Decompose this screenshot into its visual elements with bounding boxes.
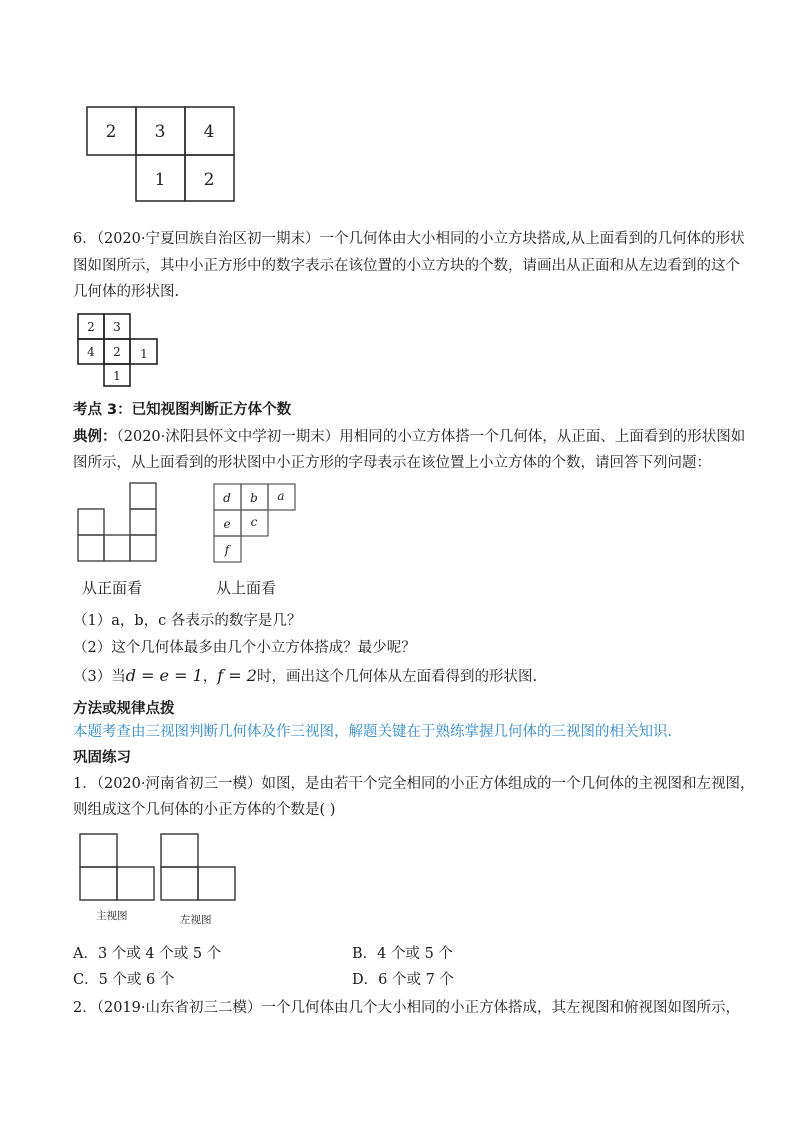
grid-cell: 3 xyxy=(154,122,166,142)
option-b: B．4 个或 5 个 xyxy=(352,946,453,962)
example-line-1 xyxy=(73,427,745,447)
front-view-figure xyxy=(76,482,160,564)
grid-letter: d xyxy=(223,491,231,505)
top-view-grid-figure xyxy=(84,104,239,204)
grid-letter: c xyxy=(250,515,258,529)
grid-letter: f xyxy=(224,543,230,557)
question-1: （1）a，b，c 各表示的数字是几？ xyxy=(73,613,302,629)
method-heading: 方法或规律点拨 xyxy=(73,701,175,717)
option-c: C．5 个或 6 个 xyxy=(73,972,175,988)
grid-cell: 4 xyxy=(87,345,95,359)
practice-1-line-1: 1．（2020·河南省初三一模）如图，是由若干个完全相同的小正方体组成的一个几何体的主视图和左视图， xyxy=(73,776,755,792)
q3-suffix: 时，画出这个几何体从左面看得到的形状图. xyxy=(256,669,538,685)
grid-letter: e xyxy=(223,517,231,531)
top-view-caption: 从上面看 xyxy=(216,579,277,597)
q3-prefix: （3）当 xyxy=(73,669,126,685)
main-view-caption: 主视图 xyxy=(96,910,128,922)
grid-cell: 2 xyxy=(87,320,95,334)
option-d: D．6 个或 7 个 xyxy=(352,972,454,988)
practice-heading: 巩固练习 xyxy=(73,750,131,766)
left-view-figure xyxy=(159,832,239,902)
top-view-letters-figure xyxy=(212,482,298,564)
grid-letter: a xyxy=(277,489,285,503)
grid-cell: 2 xyxy=(113,345,121,359)
option-a: A．3 个或 4 个或 5 个 xyxy=(73,946,222,962)
section-heading-kaodian3: 考点 3：已知视图判断正方体个数 xyxy=(73,402,292,418)
example-text-1: （2020·沭阳县怀文中学初一期末）用相同的小立方体搭一个几何体，从正面、上面看到的形状图如 xyxy=(116,429,746,445)
q6-line-1: 6．（2020·宁夏回族自治区初一期末）一个几何体由大小相同的小立方块搭成,从上面看到的几何体的形状 xyxy=(73,231,745,247)
q6-line-2: 图如图所示，其中小正方形中的数字表示在该位置的小立方块的个数，请画出从正面和从左边看到的这个 xyxy=(73,258,740,274)
grid-cell: 1 xyxy=(154,170,166,190)
q6-top-view-grid xyxy=(76,312,161,388)
grid-cell: 1 xyxy=(140,347,148,361)
front-view-caption: 从正面看 xyxy=(82,579,143,597)
method-text: 本题考查由三视图判断几何体及作三视图，解题关键在于熟练掌握几何体的三视图的相关知识. xyxy=(73,724,673,740)
grid-cell: 2 xyxy=(105,122,117,142)
main-view-figure xyxy=(78,832,158,902)
example-label: 典例： xyxy=(73,429,117,445)
question-2: （2）这个几何体最多由几个小立方体搭成？最少呢？ xyxy=(73,640,416,656)
grid-cell: 2 xyxy=(203,170,215,190)
grid-cell: 1 xyxy=(113,369,121,383)
grid-cell: 3 xyxy=(113,320,121,334)
q3-math-1: d = e = 1 xyxy=(125,666,203,685)
q3-mid: ， xyxy=(202,669,218,685)
q3-math-2: f = 2 xyxy=(217,666,257,685)
practice-2-line-1: 2．（2019·山东省初三二模）一个几何体由几个大小相同的小正方体搭成，其左视图和俯视图如图所示， xyxy=(73,1000,740,1016)
q6-line-3: 几何体的形状图. xyxy=(73,284,180,300)
grid-letter: b xyxy=(250,491,258,505)
grid-cell: 4 xyxy=(203,122,215,142)
example-line-2: 图所示，从上面看到的形状图中小正方形的字母表示在该位置上小立方体的个数，请回答下列问题： xyxy=(73,455,711,471)
left-view-caption: 左视图 xyxy=(180,914,212,926)
question-3 xyxy=(73,666,537,687)
practice-1-line-2: 则组成这个几何体的小正方体的个数是( ) xyxy=(73,802,336,818)
